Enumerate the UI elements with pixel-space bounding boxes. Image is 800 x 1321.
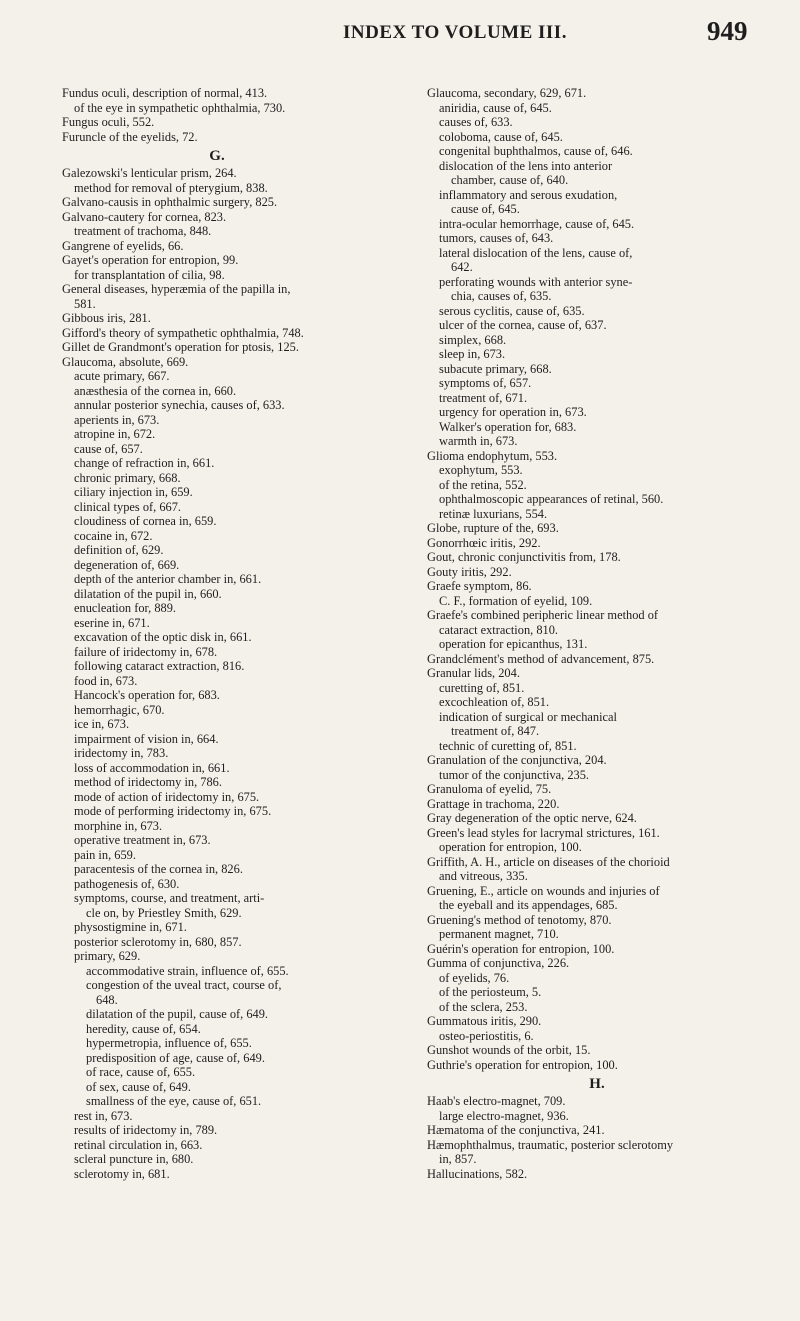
index-entry: Gillet de Grandmont's operation for ptosis, 125. [62, 340, 299, 354]
running-title: INDEX TO VOLUME III. [343, 22, 567, 43]
index-subentry: treatment of, 847. [451, 724, 540, 738]
index-entry: Gummatous iritis, 290. [427, 1014, 542, 1028]
index-subentry: in, 857. [439, 1152, 477, 1166]
index-subentry: clinical types of, 667. [74, 499, 182, 514]
index-subentry: cataract extraction, 810. [439, 622, 559, 637]
index-subentry: tumors, causes of, 643. [439, 231, 554, 245]
index-subentry: chia, causes of, 635. [451, 289, 552, 303]
index-subentry: dislocation of the lens into anterior [439, 158, 613, 173]
index-entry: Furuncle of the eyelids, 72. [62, 129, 198, 144]
index-subentry: ulcer of the cornea, cause of, 637. [439, 318, 607, 332]
index-entry: Granulation of the conjunctiva, 204. [427, 753, 607, 767]
index-subentry: smallness of the eye, cause of, 651. [86, 1094, 262, 1108]
index-subentry: failure of iridectomy in, 678. [74, 644, 218, 659]
section-letter: G. [209, 148, 225, 164]
index-subentry: loss of accommodation in, 661. [74, 760, 230, 775]
index-entry: Glaucoma, secondary, 629, 671. [427, 86, 587, 100]
index-subentry: the eyeball and its appendages, 685. [439, 898, 618, 912]
index-subentry: tumor of the conjunctiva, 235. [439, 767, 590, 782]
index-subentry: retinal circulation in, 663. [74, 1137, 203, 1152]
index-entry: Gunshot wounds of the orbit, 15. [427, 1043, 591, 1057]
index-subentry: aperients in, 673. [74, 412, 160, 427]
index-subentry: rest in, 673. [74, 1108, 133, 1123]
index-entry: Graefe symptom, 86. [427, 579, 532, 593]
index-subentry: congenital buphthalmos, cause of, 646. [439, 144, 633, 158]
index-subentry: method of iridectomy in, 786. [74, 775, 222, 789]
index-entry: Fundus oculi, description of normal, 413. [62, 86, 268, 100]
index-subentry: hypermetropia, influence of, 655. [86, 1036, 252, 1050]
index-subentry: simplex, 668. [439, 332, 507, 347]
index-subentry: pain in, 659. [74, 847, 136, 862]
index-subentry: serous cyclitis, cause of, 635. [439, 303, 585, 318]
index-subentry: permanent magnet, 710. [439, 927, 559, 941]
index-subentry: symptoms of, 657. [439, 376, 532, 390]
index-column-right [427, 86, 767, 1181]
index-entry: Gonorrhœic iritis, 292. [427, 535, 541, 550]
index-subentry: excavation of the optic disk in, 661. [74, 630, 252, 644]
index-subentry: heredity, cause of, 654. [86, 1021, 201, 1036]
index-subentry: of the sclera, 253. [439, 999, 528, 1014]
index-subentry: primary, 629. [74, 949, 141, 963]
index-subentry: cloudiness of cornea in, 659. [74, 514, 217, 528]
index-subentry: for transplantation of cilia, 98. [74, 267, 225, 282]
section-letter: H. [589, 1076, 605, 1092]
index-entry: Galvano-causis in ophthalmic surgery, 825. [62, 195, 278, 209]
index-entry: Granuloma of eyelid, 75. [427, 782, 552, 796]
index-subentry: scleral puncture in, 680. [74, 1152, 194, 1166]
index-subentry: food in, 673. [74, 673, 138, 688]
index-subentry: iridectomy in, 783. [74, 746, 169, 760]
index-subentry: of eyelids, 76. [439, 970, 510, 985]
index-entry: Haab's electro-magnet, 709. [427, 1094, 566, 1108]
index-subentry: operation for epicanthus, 131. [439, 637, 588, 651]
index-entry: Gouty iritis, 292. [427, 564, 512, 579]
index-subentry: physostigmine in, 671. [74, 920, 187, 934]
index-subentry: retinæ luxurians, 554. [439, 506, 548, 521]
index-subentry: 648. [96, 992, 118, 1007]
index-entry: Gibbous iris, 281. [62, 311, 151, 325]
index-subentry: causes of, 633. [439, 115, 513, 129]
index-subentry: symptoms, course, and treatment, arti- [74, 891, 265, 905]
index-subentry: cause of, 645. [451, 202, 520, 216]
index-entry: Gruening, E., article on wounds and injuries of [427, 883, 660, 898]
index-entry: Gout, chronic conjunctivitis from, 178. [427, 550, 621, 564]
index-entry: Gruening's method of tenotomy, 870. [427, 912, 612, 927]
index-subentry: lateral dislocation of the lens, cause of, [439, 245, 633, 260]
index-subentry: large electro-magnet, 936. [439, 1108, 569, 1123]
index-subentry: perforating wounds with anterior syne- [439, 274, 633, 289]
index-subentry: pathogenesis of, 630. [74, 876, 180, 891]
index-subentry: degeneration of, 669. [74, 557, 180, 572]
index-subentry: 642. [451, 260, 473, 274]
index-subentry: predisposition of age, cause of, 649. [86, 1050, 265, 1065]
index-entry: Fungus oculi, 552. [62, 115, 155, 129]
index-subentry: Walker's operation for, 683. [439, 419, 577, 434]
index-entry: General diseases, hyperæmia of the papilla in, [62, 282, 291, 296]
index-entry: Glaucoma, absolute, 669. [62, 354, 189, 369]
index-subentry: treatment of trachoma, 848. [74, 224, 212, 238]
index-subentry: aniridia, cause of, 645. [439, 100, 552, 115]
index-entry: Guérin's operation for entropion, 100. [427, 941, 615, 956]
index-entry: Galezowski's lenticular prism, 264. [62, 166, 237, 180]
index-entry: Gangrene of eyelids, 66. [62, 238, 184, 253]
index-subentry: mode of performing iridectomy in, 675. [74, 804, 272, 818]
index-subentry: cocaine in, 672. [74, 528, 153, 543]
index-subentry: ophthalmoscopic appearances of retinal, 560. [439, 492, 664, 506]
index-entry: Grattage in trachoma, 220. [427, 796, 560, 811]
page-header [0, 14, 800, 54]
index-subentry: subacute primary, 668. [439, 361, 552, 376]
index-subentry: morphine in, 673. [74, 818, 163, 833]
index-subentry: depth of the anterior chamber in, 661. [74, 572, 262, 586]
index-subentry: operative treatment in, 673. [74, 833, 211, 847]
index-subentry: paracentesis of the cornea in, 826. [74, 862, 243, 876]
index-subentry: ice in, 673. [74, 717, 130, 731]
index-subentry: chronic primary, 668. [74, 470, 181, 485]
index-subentry: dilatation of the pupil, cause of, 649. [86, 1007, 269, 1021]
index-subentry: inflammatory and serous exudation, [439, 187, 618, 202]
index-subentry: sleep in, 673. [439, 347, 506, 361]
index-subentry: of sex, cause of, 649. [86, 1079, 191, 1094]
index-subentry: exophytum, 553. [439, 463, 523, 477]
index-subentry: of the retina, 552. [439, 477, 527, 492]
index-subentry: change of refraction in, 661. [74, 456, 215, 470]
index-subentry: curetting of, 851. [439, 680, 525, 695]
index-entry: Globe, rupture of the, 693. [427, 521, 559, 535]
index-subentry: eserine in, 671. [74, 615, 150, 630]
index-entry: Gayet's operation for entropion, 99. [62, 253, 239, 267]
index-subentry: technic of curetting of, 851. [439, 738, 577, 753]
index-subentry: dilatation of the pupil in, 660. [74, 586, 222, 601]
index-subentry: and vitreous, 335. [439, 869, 528, 883]
index-entry: Glioma endophytum, 553. [427, 448, 558, 463]
index-subentry: cle on, by Priestley Smith, 629. [86, 905, 242, 920]
index-entry: Galvano-cautery for cornea, 823. [62, 209, 227, 224]
index-subentry: osteo-periostitis, 6. [439, 1028, 534, 1043]
index-subentry: 581. [74, 296, 96, 311]
index-subentry: anæsthesia of the cornea in, 660. [74, 383, 237, 398]
index-entry: Graefe's combined peripheric linear method of [427, 608, 659, 622]
index-subentry: indication of surgical or mechanical [439, 709, 617, 724]
index-column-left [62, 86, 372, 1181]
index-subentry: method for removal of pterygium, 838. [74, 180, 268, 195]
index-subentry: enucleation for, 889. [74, 601, 177, 615]
index-subentry: warmth in, 673. [439, 434, 518, 448]
page-number: 949 [707, 16, 748, 46]
index-subentry: acute primary, 667. [74, 369, 170, 383]
index-entry: Hæmatoma of the conjunctiva, 241. [427, 1123, 605, 1137]
index-subentry: ciliary injection in, 659. [74, 485, 193, 499]
index-subentry: definition of, 629. [74, 543, 164, 557]
index-entry: Gumma of conjunctiva, 226. [427, 956, 570, 970]
index-subentry: intra-ocular hemorrhage, cause of, 645. [439, 216, 635, 231]
index-subentry: posterior sclerotomy in, 680, 857. [74, 934, 242, 949]
index-entry: Hæmophthalmus, traumatic, posterior sclerotomy [427, 1137, 674, 1152]
index-subentry: sclerotomy in, 681. [74, 1166, 170, 1181]
index-subentry: results of iridectomy in, 789. [74, 1123, 218, 1137]
index-entry: Guthrie's operation for entropion, 100. [427, 1057, 618, 1072]
index-subentry: atropine in, 672. [74, 427, 156, 441]
index-subentry: chamber, cause of, 640. [451, 173, 569, 187]
index-subentry: impairment of vision in, 664. [74, 731, 219, 746]
index-subentry: excochleation of, 851. [439, 695, 550, 709]
index-entry: Hallucinations, 582. [427, 1166, 528, 1181]
index-subentry: cause of, 657. [74, 441, 143, 456]
index-entry: Granular lids, 204. [427, 666, 520, 680]
index-subentry: congestion of the uveal tract, course of, [86, 978, 282, 992]
index-entry: Green's lead styles for lacrymal strictures, 161. [427, 825, 660, 840]
index-subentry: annular posterior synechia, causes of, 633. [74, 398, 285, 412]
index-subentry: of race, cause of, 655. [86, 1065, 196, 1079]
index-subentry: following cataract extraction, 816. [74, 659, 245, 673]
index-entry: Gifford's theory of sympathetic ophthalmia, 748. [62, 325, 304, 340]
index-subentry: urgency for operation in, 673. [439, 405, 587, 419]
index-subentry: hemorrhagic, 670. [74, 702, 165, 717]
index-subentry: accommodative strain, influence of, 655. [86, 963, 289, 978]
index-entry: Griffith, A. H., article on diseases of the chorioid [427, 854, 670, 869]
index-subentry: coloboma, cause of, 645. [439, 129, 563, 144]
index-subentry: treatment of, 671. [439, 390, 528, 405]
index-subentry: C. F., formation of eyelid, 109. [439, 593, 593, 608]
index-entry: Gray degeneration of the optic nerve, 624. [427, 811, 637, 825]
index-subentry: mode of action of iridectomy in, 675. [74, 789, 260, 804]
index-subentry: operation for entropion, 100. [439, 840, 582, 854]
index-entry: Grandclément's method of advancement, 875. [427, 651, 655, 666]
index-subentry: Hancock's operation for, 683. [74, 688, 220, 702]
index-subentry: of the eye in sympathetic ophthalmia, 730. [74, 100, 286, 115]
index-subentry: of the periosteum, 5. [439, 985, 542, 999]
